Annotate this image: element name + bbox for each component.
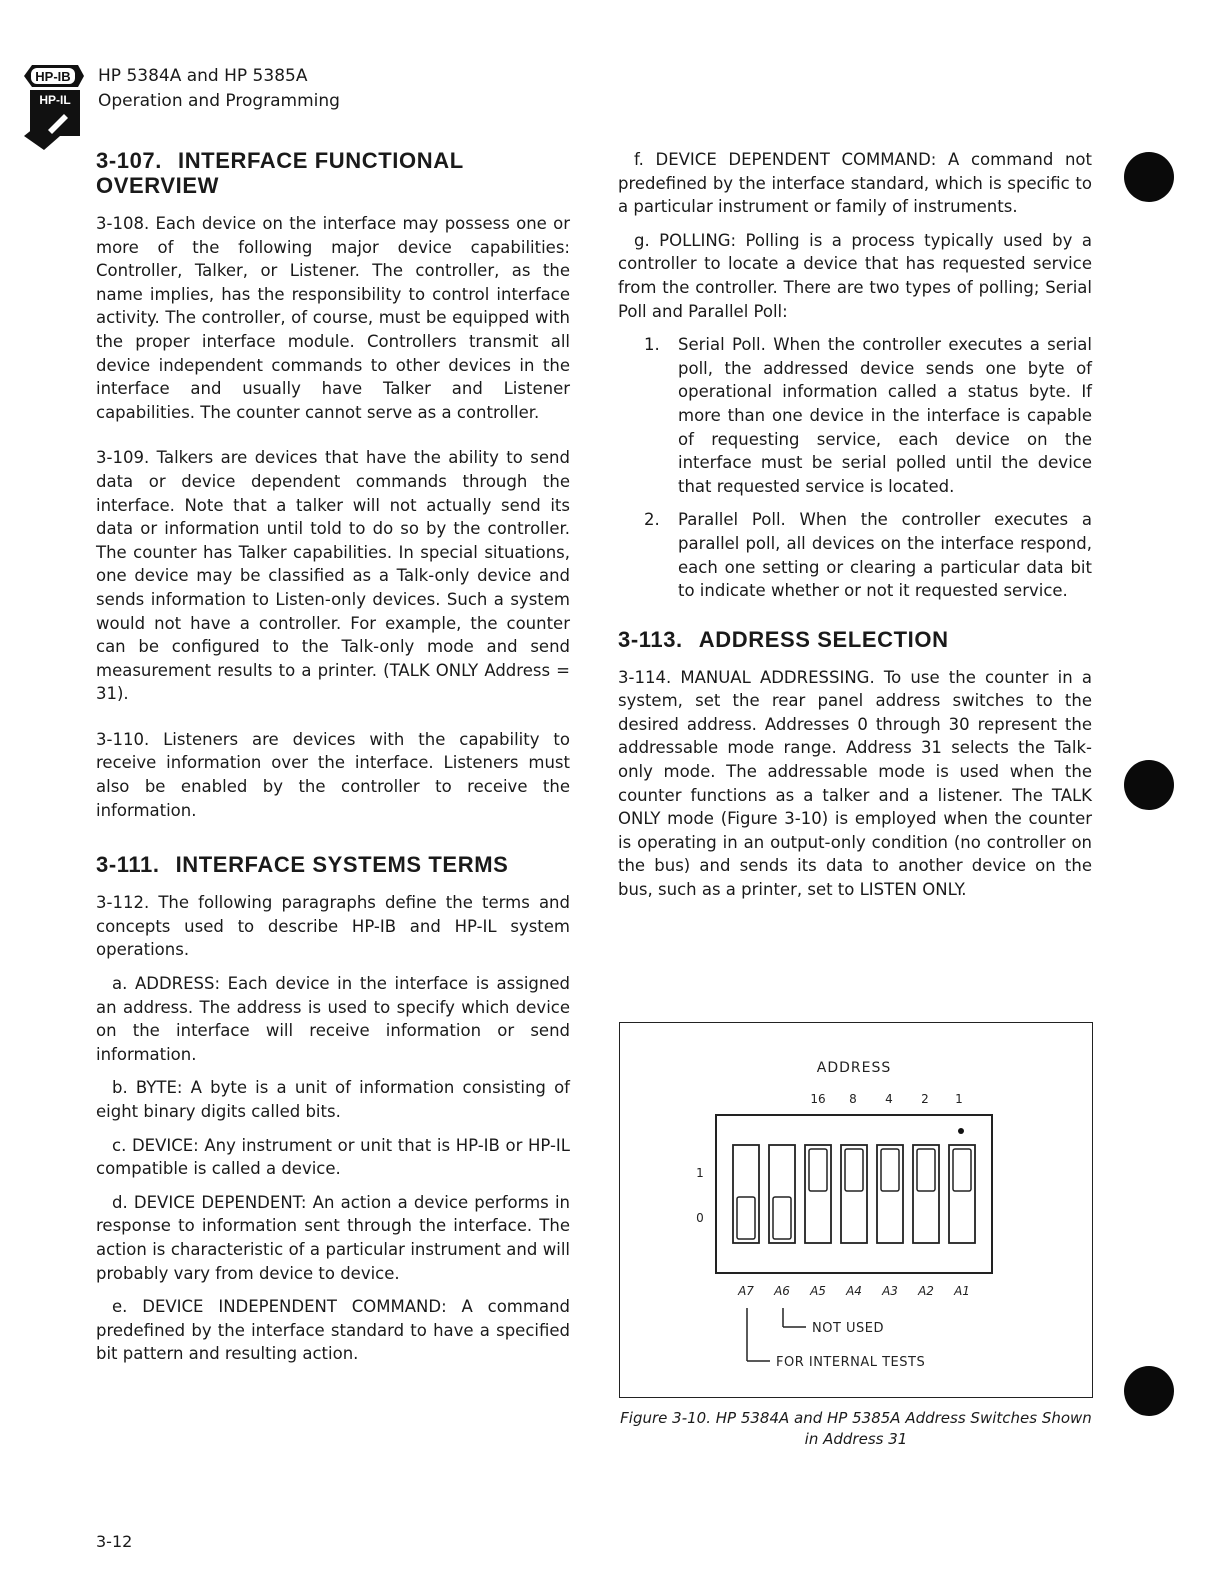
row-label-zero: 0: [696, 1211, 704, 1225]
switch-label: A6: [774, 1284, 790, 1298]
switch-knob: [917, 1149, 935, 1191]
switch-indicator-dot: [958, 1128, 964, 1134]
binder-hole: [1124, 760, 1174, 810]
paragraph-3-108: 3-108. Each device on the interface may possess one or more of the following major device capabilities: Controller, Talker, or Listener. The controller, as the name implies, has the responsibility to control interface activity. The controller, of course, must be equipped with the proper interface module. Controllers transmit all device independent commands to other devices in the interface and usually have Talker and Listener capabilities. The counter cannot serve as a controller.: [96, 214, 570, 422]
binder-hole: [1124, 152, 1174, 202]
paragraph-3-112: 3-112. The following paragraphs define the terms and concepts used to describe HP-IB and HP-IL system operations.: [96, 893, 570, 960]
term-device: c. DEVICE: Any instrument or unit that is HP-IB or HP-IL compatible is called a device.: [96, 1135, 570, 1179]
list-item: [618, 508, 1092, 602]
switch-label: A4: [846, 1284, 862, 1298]
heading-3-113: [618, 627, 1092, 652]
list-number: 1.: [644, 335, 660, 355]
term-polling: g. POLLING: Polling is a process typically used by a controller to locate a device that has requested service from the controller. There are two types of polling; Serial Poll and Parallel Poll:: [618, 230, 1092, 321]
note-not-used: NOT USED: [812, 1321, 885, 1336]
header-product: HP 5384A and HP 5385A: [98, 66, 308, 86]
logo-hpil-text: HP-IL: [39, 93, 71, 107]
heading-3-107: [96, 148, 570, 198]
switch-label: A2: [918, 1284, 934, 1298]
switch-label: A1: [954, 1284, 970, 1298]
switch-knob: [737, 1197, 755, 1239]
list-text: Serial Poll. When the controller executes a serial poll, the addressed device sends one byte of operational information called a status byte. If more than one device in the interface is capable of requesting service, each device on the interface must be serial polled until the device that requested service is located.: [678, 335, 1092, 496]
list-number: 2.: [644, 510, 660, 530]
paragraph-3-114: 3-114. MANUAL ADDRESSING. To use the counter in a system, set the rear panel address switches to the desired address. Addresses 0 through 30 represent the addressable mode range. Address 31 selects the Talk-only mode. The addressable mode is used when the counter functions as a talker and a listener. The TALK ONLY mode (Figure 3-10) is employed when the counter is operating in an output-only condition (no controller on the bus) and sends its data to another device on the bus, such as a printer, set to LISTEN ONLY.: [618, 667, 1092, 900]
page-header: [98, 64, 340, 114]
switch-knob: [953, 1149, 971, 1191]
term-address: a. ADDRESS: Each device in the interface is assigned an address. The address is used to specify which device on the interface will receive information or send information.: [96, 974, 570, 1064]
logo-hpib-text: HP-IB: [35, 69, 71, 84]
figure-caption: Figure 3-10. HP 5384A and HP 5385A Address Switches Shown in Address 31: [620, 1409, 1092, 1448]
weight-label: 16: [810, 1092, 826, 1106]
address-switch-figure: [619, 1022, 1093, 1398]
weight-label: 8: [849, 1092, 857, 1106]
switch-label: A3: [882, 1284, 898, 1298]
term-device-dependent: d. DEVICE DEPENDENT: An action a device performs in response to information sent through the interface. The action is characteristic of a particular instrument and will probably vary from device to device.: [96, 1192, 570, 1283]
switch-label: A5: [810, 1284, 826, 1298]
heading-title: INTERFACE FUNCTIONAL OVERVIEW: [96, 148, 464, 198]
paragraph-3-110: 3-110. Listeners are devices with the capability to receive information over the interface. Listeners must also be enabled by the controller to receive the information.: [96, 729, 570, 820]
switch-knob: [881, 1149, 899, 1191]
hp-interface-logo: [22, 62, 86, 152]
weight-label: 2: [921, 1092, 929, 1106]
weight-label: 4: [885, 1092, 893, 1106]
heading-number: 3-107.: [96, 148, 162, 173]
heading-number: 3-111.: [96, 852, 160, 878]
heading-title: INTERFACE SYSTEMS TERMS: [175, 852, 509, 878]
switch-label: A7: [738, 1284, 754, 1298]
list-text: Parallel Poll. When the controller executes a parallel poll, all devices on the interface respond, each one setting or clearing a particular data bit to indicate whether or not it requested service.: [678, 510, 1092, 601]
binder-hole: [1124, 1366, 1174, 1416]
left-column: [96, 148, 570, 1376]
switch-housing: [716, 1115, 992, 1273]
switch-knob: [845, 1149, 863, 1191]
note-internal-tests: FOR INTERNAL TESTS: [776, 1355, 926, 1370]
right-column: [618, 148, 1092, 912]
figure-title: ADDRESS: [816, 1060, 892, 1076]
polling-list: [618, 333, 1092, 603]
row-label-one: 1: [696, 1166, 704, 1180]
term-byte: b. BYTE: A byte is a unit of information consisting of eight binary digits called bits.: [96, 1078, 570, 1121]
page-number: 3-12: [96, 1532, 133, 1551]
paragraph-3-109: 3-109. Talkers are devices that have the ability to send data or device dependent commands through the interface. Note that a talker will not actually send its data or information until told to do so by the controller. The counter has Talker capabilities. In special situations, one device may be classified as a Talk-only device and sends information to Listen-only devices. Such a system would not have a controller. For example, the counter can be configured to the Talk-only mode and send measurement results to a printer. (TALK ONLY Address = 31).: [96, 448, 570, 704]
heading-title: ADDRESS SELECTION: [698, 626, 949, 652]
heading-3-111: [96, 852, 570, 877]
switch-knob: [773, 1197, 791, 1239]
switch-knob: [809, 1149, 827, 1191]
list-item: [618, 333, 1092, 498]
term-device-independent-command: e. DEVICE INDEPENDENT COMMAND: A command predefined by the interface standard to have a specified bit pattern and resulting action.: [96, 1297, 570, 1364]
term-device-dependent-command: f. DEVICE DEPENDENT COMMAND: A command not predefined by the interface standard, which is specific to a particular instrument or family of instruments.: [618, 150, 1092, 217]
header-section: Operation and Programming: [98, 91, 340, 111]
weight-label: 1: [955, 1092, 963, 1106]
heading-number: 3-113.: [618, 626, 683, 652]
